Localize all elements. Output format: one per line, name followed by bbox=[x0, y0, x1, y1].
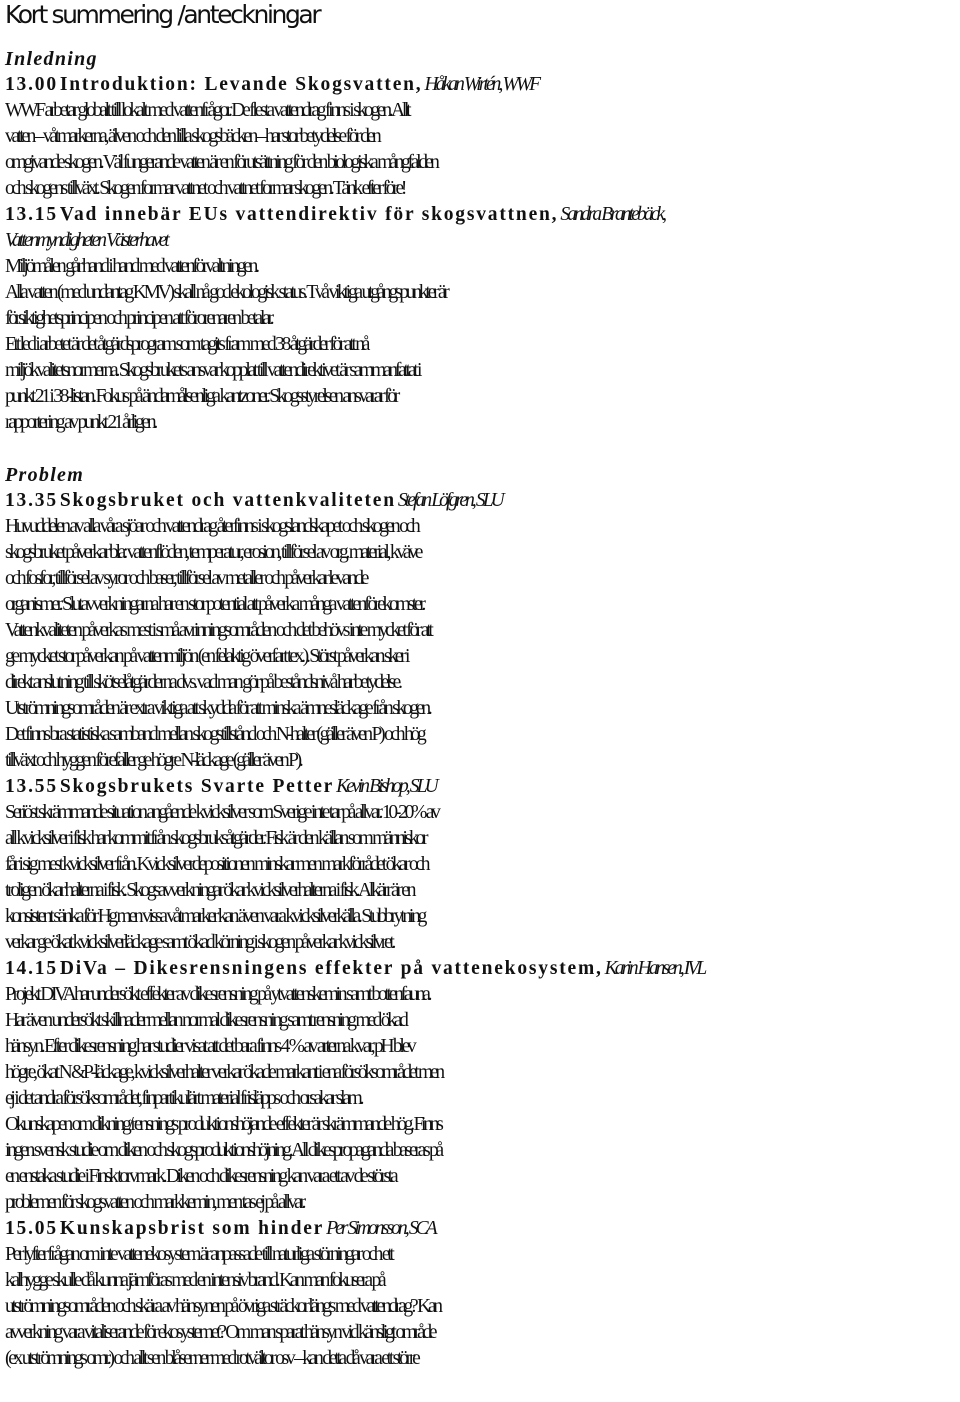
text-line: skogsbruket påverkar bla: vattenflöden, temperatur, erosion, tillförsel av org. material, kväve bbox=[5, 542, 421, 563]
agenda-item-time: 13.15 bbox=[5, 204, 58, 225]
agenda-item-notes bbox=[5, 1242, 957, 1372]
text-line: WWF arbetar globalt till lokalt med vattenfrågor. De flesta vattendrag finns i skogen. Allt bbox=[5, 100, 409, 121]
agenda-item-speaker: Kevin Bishop, SLU bbox=[336, 776, 436, 797]
text-line: hänsyn. Efter dikesrensning har studier visat att det bara finns 4 % av arterna kvar, pH blev bbox=[5, 1036, 414, 1057]
text-line: utströmningsområden och skära av hänsynen på övriga sträckor längs med vattendrag? Kan bbox=[5, 1296, 440, 1317]
text-line: tillväxt och hyggen förefaller ge högre N-läckage (gäller även P). bbox=[5, 750, 301, 771]
text-line: en enstaka studie i Finsk torvmark. Diken och dikesrensning kan vara ett av de största bbox=[5, 1166, 396, 1187]
agenda-item-speaker: Per Simonsson, SCA bbox=[326, 1218, 435, 1239]
text-line: Miljömålen går hand i hand med vattenförvaltningen. bbox=[5, 256, 257, 277]
agenda-item-heading bbox=[5, 774, 957, 800]
agenda-item-speaker: Stefan Löfgren, SLU bbox=[397, 490, 502, 511]
agenda-item-title: Skogsbrukets Svarte Petter bbox=[59, 776, 335, 797]
page-title: Kort summering /anteckningar bbox=[5, 0, 320, 29]
text-line: miljökvalitetsnormerna. Skogsbrukets ansvar kopplat till vattendirektivet är sammanfattat i bbox=[5, 360, 420, 381]
text-line: högre, ökat N &P-läckage, kvicksilverhalter verkar ökade markant i ena försöksområdet men bbox=[5, 1062, 442, 1083]
section-heading-inledning: Inledning bbox=[5, 48, 98, 70]
agenda-item-notes bbox=[5, 98, 957, 202]
text-line: ge mycket stor påverkan på vattenmiljön (en felaktig överfart tex.). Störst påverkan sker i bbox=[5, 646, 408, 667]
text-line: punkt 21 i 38-listan. Fokus på ändamålsenliga kantzoner. Skogsstyrelsen ansvarar för bbox=[5, 386, 398, 407]
text-line: försiktighetsprincipen och principen att förorenaren betalar. bbox=[5, 308, 272, 329]
agenda-item-heading bbox=[5, 1216, 957, 1242]
agenda-item-heading bbox=[5, 956, 957, 982]
text-line: (ex utströmnings omr.) och allt sen blåser ner med rotvältor osv – kan detta då vara ett större bbox=[5, 1348, 418, 1369]
text-line: Huvuddelen av alla våra sjöar och vattendrag återfinns i skogslandskapet och skogen och bbox=[5, 516, 418, 537]
agenda-item-title: Introduktion: Levande Skogsvatten, bbox=[59, 74, 423, 95]
agenda-item-speaker: Håkan Wirtén, WWF bbox=[424, 74, 539, 95]
agenda-item-heading bbox=[5, 72, 957, 98]
agenda-item-heading bbox=[5, 202, 957, 228]
text-line: organismer. Slutavverkningarna har en stor potential att påverka många vattenförekomster. bbox=[5, 594, 424, 615]
text-line: och fosfor, tillförsel av syror och baser, tillförsel av metaller och påverkar levande bbox=[5, 568, 367, 589]
agenda-item-notes bbox=[5, 800, 957, 956]
text-line: direkt anslutning till skötselåtgärderna dvs. vad man gör på beståndsnivå har betydelse. bbox=[5, 672, 400, 693]
document bbox=[5, 0, 957, 1372]
spacer bbox=[5, 436, 957, 462]
agenda-item-time: 13.35 bbox=[5, 490, 58, 511]
agenda-item-title: Vad innebär EUs vattendirektiv för skogsvattnen, bbox=[59, 204, 559, 225]
text-line: får i sig mest kvicksilver från. Kvicksilverdepositionen minskar men markförrådet ökar och bbox=[5, 854, 428, 875]
text-line: och skogens tillväxt. Skogen formar vattnet och vattnet formar skogen. Tänk efter före! bbox=[5, 178, 405, 199]
text-line: Utströmningsområden är extra viktiga att skydda för att minska ämnesläckage från skogen. bbox=[5, 698, 430, 719]
section-heading-problem: Problem bbox=[5, 464, 85, 486]
text-line: problemen för skogsvatten och markkemin, men tas ej på allvar. bbox=[5, 1192, 304, 1213]
agenda-item-speaker-org: Vattenmyndigheten Västerhavet bbox=[5, 230, 167, 251]
text-line: Alla vatten (med undantag KMV) skall nå god ekologisk status. Två viktiga utgångspunkter är bbox=[5, 282, 447, 303]
text-line: verkar ge ökat kvicksilverläckage samt ökad körning i skogen påverkar kvicksilvret. bbox=[5, 932, 394, 953]
agenda-item-title: DiVa – Dikesrensningens effekter på vattenekosystem, bbox=[59, 958, 603, 979]
text-line: Seriöst skrämmande situation angående kvicksilver som Sverige inte tar på allvar. 10-20% av bbox=[5, 802, 438, 823]
text-line: rapportering av punkt 21 årligen. bbox=[5, 412, 155, 433]
text-line: kalhygge skulle då kunna jämföras med en intensiv brand. Kan man fokusera på bbox=[5, 1270, 384, 1291]
text-line: troligen ökar halterna i fisk. Skogsavverkningar ökar kvicksilverhalterna i fisk. Alkärr är en bbox=[5, 880, 414, 901]
text-line: Projekt DIVA har undersökt effekter av dikesrensning på ytvattenskemin samt bottenfauna. bbox=[5, 984, 430, 1005]
text-line: Vattenkvaliteten påverkas mest i små avrinningsområden och det behövs inte mycket för att bbox=[5, 620, 431, 641]
text-line: Det finns bra statistiska samband mellan skogstillstånd och N-halter (gäller även P) och hög bbox=[5, 724, 424, 745]
agenda-item-speaker: Sandra Brantebäck, bbox=[560, 204, 665, 225]
text-line: Okunskapen om dikning/rensnings produktionshöjande effekter är skrämmande hög. Finns bbox=[5, 1114, 441, 1135]
agenda-item-notes bbox=[5, 982, 957, 1216]
text-line: Ett led i arbetet är det åtgärdsprogram som tagits fram med 38 åtgärder för att nå bbox=[5, 334, 368, 355]
agenda-item-heading bbox=[5, 488, 957, 514]
text-line: ingen svensk studie om diken och skogsproduktionshöjning. All dikespropaganda baseras på bbox=[5, 1140, 441, 1161]
agenda-item-time: 15.05 bbox=[5, 1218, 58, 1239]
agenda-item-time: 14.15 bbox=[5, 958, 58, 979]
text-line: avverkning vara vitaliserande för ekosystemet? Om man sparat hänsyn vid känsligt område bbox=[5, 1322, 435, 1343]
text-line: omgivande skogen. Väl fungerande vatten är en förutsättning för den biologiska mångfalden bbox=[5, 152, 437, 173]
text-line: Per lyfter frågan om inte vattenekosystem är anpassade till naturliga störningar och ett bbox=[5, 1244, 392, 1265]
text-line: Har även undersökt skillnader mellan normal dikesrensning samt rensning med ökad bbox=[5, 1010, 406, 1031]
agenda-item-speaker-line bbox=[5, 228, 957, 254]
agenda-item-title: Skogsbruket och vattenkvaliteten bbox=[59, 490, 396, 511]
text-line: all kvicksilver i fisk har kommit från skogsbruksåtgärder. Fisk är den källan som människor bbox=[5, 828, 426, 849]
text-line: konsistent sänka för Hg men vissa våtmarker kan även vara kvicksilverkälla. Stubbrytning bbox=[5, 906, 425, 927]
agenda-item-time: 13.00 bbox=[5, 74, 58, 95]
agenda-item-notes bbox=[5, 514, 957, 774]
agenda-item-time: 13.55 bbox=[5, 776, 58, 797]
agenda-item-speaker: Karin Hansen, IVL bbox=[604, 958, 705, 979]
text-line: ej i det andra försöksområdet, finpartikulärt material frisläpps och orsakar slam. bbox=[5, 1088, 362, 1109]
agenda-item-title: Kunskapsbrist som hinder bbox=[59, 1218, 325, 1239]
agenda-item-notes bbox=[5, 254, 957, 436]
text-line: vatten – våtmarkerna, älven och den lilla skogsbäcken – har stor betydelse för den bbox=[5, 126, 379, 147]
